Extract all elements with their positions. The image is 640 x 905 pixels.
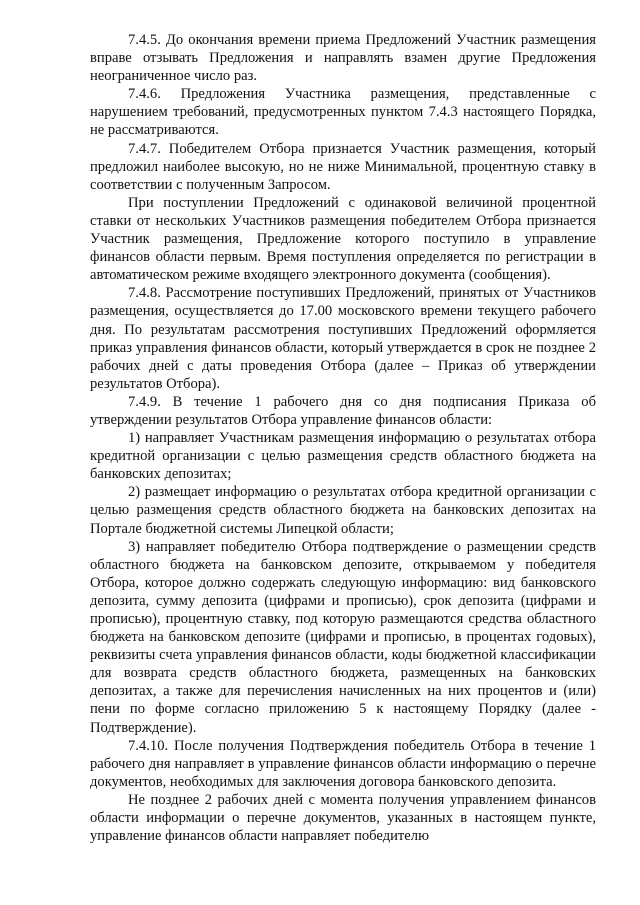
paragraph-equal-rate-rule: При поступлении Предложений с одинаковой величиной процентной ставки от нескольких Участников размещения победителем Отбора признается Участник размещения, Предложение которого поступило в управление финансов области первым. Время поступления определяется по регистрации в автоматическом режиме входящего электронного документа (сообщения). [90, 194, 596, 284]
paragraph-7-4-10: 7.4.10. После получения Подтверждения победитель Отбора в течение 1 рабочего дня направляет в управление финансов области информацию о перечне документов, необходимых для заключения договора банковского депозита. [90, 737, 596, 790]
paragraph-7-4-5: 7.4.5. До окончания времени приема Предложений Участник размещения вправе отзывать Предложения и направлять взамен другие Предложения неограниченное число раз. [90, 32, 596, 85]
list-item-1: 1) направляет Участникам размещения информацию о результатах отбора кредитной организации с целью размещения средств областного бюджета на банковских депозитах; [90, 430, 596, 483]
paragraph-7-4-7: 7.4.7. Победителем Отбора признается Участник размещения, который предложил наиболее высокую, но не ниже Минимальной, процентную ставку в соответствии с полученным Запросом. [90, 140, 596, 193]
list-item-2: 2) размещает информацию о результатах отбора кредитной организации с целью размещения средств областного бюджета на банковских депозитах на Портале бюджетной системы Липецкой области; [90, 484, 596, 537]
list-item-3: 3) направляет победителю Отбора подтверждение о размещении средств областного бюджета на банковском депозите, открываемом у победителя Отбора, которое должно содержать следующую информацию: вид банковского депозита, сумму депозита (цифрами и прописью), срок депозита (цифрами и прописью), процентную ставку, под которую размещаются средства областного бюджета на банковском депозите (цифрами и прописью, в процентах годовых), реквизиты счета управления финансов области, коды бюджетной классификации для возврата средств областного бюджета, размещенных на банковских депозитах, а также для перечисления начисленных на них процентов и (или) пени по форме согласно приложению 5 к настоящему Порядку (далее - Подтверждение). [90, 538, 596, 736]
paragraph-7-4-6: 7.4.6. Предложения Участника размещения, представленные с нарушением требований, предусмотренных пунктом 7.4.3 настоящего Порядка, не рассматриваются. [90, 86, 596, 139]
paragraph-7-4-9: 7.4.9. В течение 1 рабочего дня со дня подписания Приказа об утверждении результатов Отбора управление финансов области: [90, 393, 596, 428]
document-body [90, 31, 596, 845]
paragraph-documents-deadline: Не позднее 2 рабочих дней с момента получения управлением финансов области информации о перечне документов, указанных в настоящем пункте, управление финансов области направляет победителю [90, 791, 596, 845]
paragraph-7-4-8: 7.4.8. Рассмотрение поступивших Предложений, принятых от Участников размещения, осуществляется до 17.00 московского времени текущего рабочего дня. По результатам рассмотрения поступивших Предложений оформляется приказ управления финансов области, который утверждается в срок не позднее 2 рабочих дней с даты проведения Отбора (далее – Приказ об утверждении результатов Отбора). [90, 285, 596, 392]
